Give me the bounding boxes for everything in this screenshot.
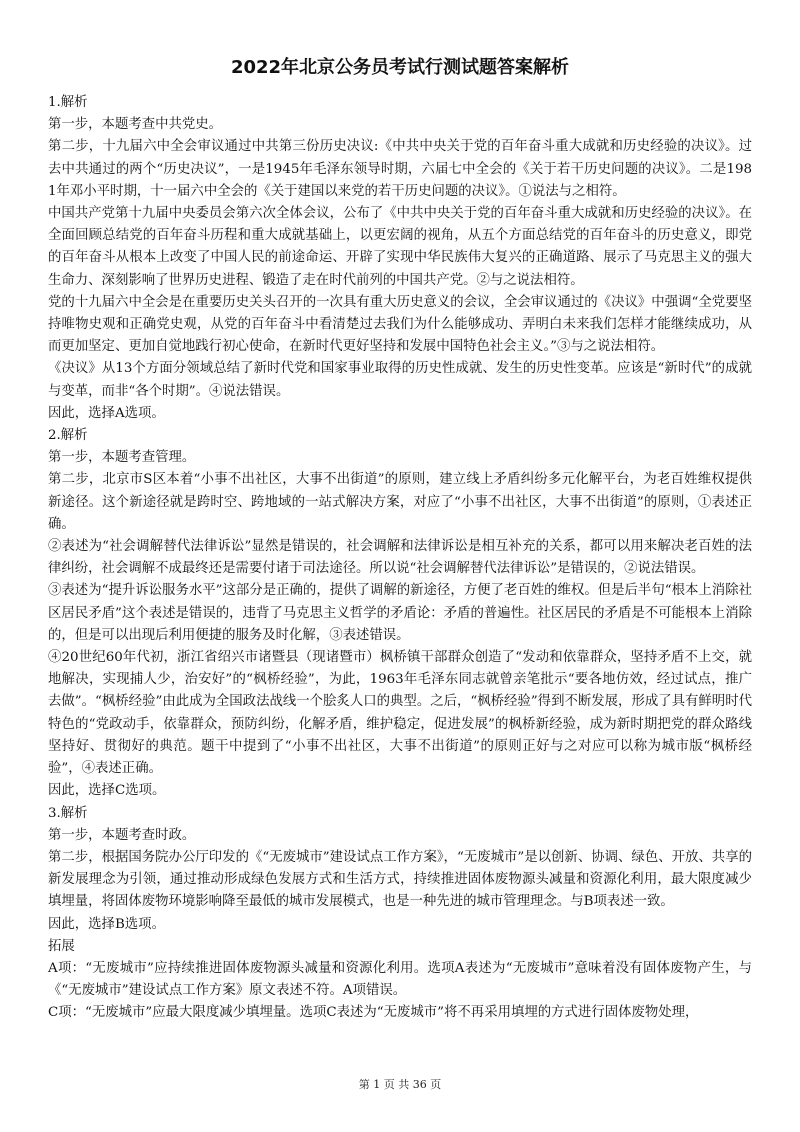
paragraph: 第一步，本题考查中共党史。 [48,117,223,133]
paragraph: 中国共产党第十九届中央委员会第六次全体会议，公布了《中共中央关于党的百年奋斗重大成就和历史经验的决议》。在全面回顾总结党的百年奋斗历程和重大成就基础上，以更宏阔的视角，从五个方面总结党的百年奋斗的历史意义，即党的百年奋斗从根本上改变了中国人民的前途命运、开辟了实现中华民族伟大复兴的正确道路、展示了马克思主义的强大生命力、深刻影响了世界历史进程、锻造了走在时代前列的中国共产党。②与之说法相符。 [48,206,752,288]
paragraph: 2.解析 [48,428,88,444]
paragraph: ②表述为“社会调解替代法律诉讼”显然是错误的，社会调解和法律诉讼是相互补充的关系，都可以用来解决老百姓的法律纠纷，社会调解不成最终还是需要付诸于司法途径。所以说“社会调解替代法律诉讼”是错误的，②说法错误。 [48,539,752,577]
paragraph: 1.解析 [48,95,88,110]
document-title: 2022年北京公务员考试行测试题答案解析 [230,57,570,78]
page-footer: 第 1 页 共 36 页 [358,1078,442,1091]
paragraph: 因此，选择A选项。 [48,405,165,421]
paragraph: 因此，选择C选项。 [48,783,166,799]
paragraph: 第一步，本题考查时政。 [48,827,196,843]
paragraph: 因此，选择B选项。 [48,916,165,932]
paragraph: 3.解析 [48,805,88,821]
paragraph: 第一步，本题考查管理。 [48,450,196,466]
document-body [48,92,752,1025]
paragraph: C项：“无废城市”应最大限度减少填埋量。选项C表述为“无废城市”将不再采用填埋的方式进行固体废物处理， [48,1005,699,1021]
paragraph: A项：“无废城市”应持续推进固体废物源头减量和资源化利用。选项A表述为“无废城市”意味着没有固体废物产生，与《“无废城市”建设试点工作方案》原文表述不符。A项错误。 [48,960,752,999]
paragraph: ③表述为“提升诉讼服务水平”这部分是正确的，提供了调解的新途径，方便了老百姓的维权。但是后半句“根本上消除社区居民矛盾”这个表述是错误的，违背了马克思主义哲学的矛盾论：矛盾的普遍性。社区居民的矛盾是不可能根本上消除的，但是可以出现后利用便捷的服务及时化解，③表述错误。 [48,583,752,643]
paragraph: 党的十九届六中全会是在重要历史关头召开的一次具有重大历史意义的会议，全会审议通过的《决议》中强调“全党要坚持唯物史观和正确党史观，从党的百年奋斗中看清楚过去我们为什么能够成功、弄明白未来我们怎样才能继续成功，从而更加坚定、更加自觉地践行初心使命，在新时代更好坚持和发展中国特色社会主义。”③与之说法相符。 [48,294,752,355]
paragraph: 第二步，根据国务院办公厅印发的《“无废城市”建设试点工作方案》，“无废城市”是以创新、协调、绿色、开放、共享的新发展理念为引领，通过推动形成绿色发展方式和生活方式，持续推进固体废物源头减量和资源化利用，最大限度减少填埋量，将固体废物环境影响降至最低的城市发展模式，也是一种先进的城市管理理念。与B项表述一致。 [48,849,752,910]
paragraph: 拓展 [48,938,75,954]
paragraph: 第二步，北京市S区本着“小事不出社区，大事不出街道”的原则，建立线上矛盾纠纷多元化解平台，为老百姓维权提供新途径。这个新途径就是跨时空、跨地域的一站式解决方案，对应了“小事不出社区，大事不出街道”的原则，①表述正确。 [48,472,752,532]
paragraph: 《决议》从13个方面分领域总结了新时代党和国家事业取得的历史性成就、发生的历史性变革。应该是“新时代”的成就与变革，而非“各个时期”。④说法错误。 [48,361,752,399]
paragraph: ④20世纪60年代初，浙江省绍兴市诸暨县（现诸暨市）枫桥镇干部群众创造了“发动和依靠群众，坚持矛盾不上交，就地解决，实现捕人少，治安好”的“枫桥经验”，为此，1963年毛泽东同志就曾亲笔批示“要各地仿效，经过试点，推广去做”。“枫桥经验”由此成为全国政法战线一个脍炙人口的典型。之后，“枫桥经验”得到不断发展，形成了具有鲜明时代特色的“党政动手，依靠群众，预防纠纷，化解矛盾，维护稳定，促进发展”的枫桥新经验，成为新时期把党的群众路线坚持好、贯彻好的典范。题干中提到了“小事不出社区，大事不出街道”的原则正好与之对应可以称为城市版“枫桥经验”，④表述正确。 [48,650,753,777]
paragraph: 第二步，十九届六中全会审议通过中共第三份历史决议:《中共中央关于党的百年奋斗重大成就和历史经验的决议》。过去中共通过的两个“历史决议”，一是1945年毛泽东领导时期，六届七中全会的《关于若干历史问题的决议》。二是1981年邓小平时期，十一届六中全会的《关于建国以来党的若干历史问题的决议》。①说法与之相符。 [48,139,752,199]
